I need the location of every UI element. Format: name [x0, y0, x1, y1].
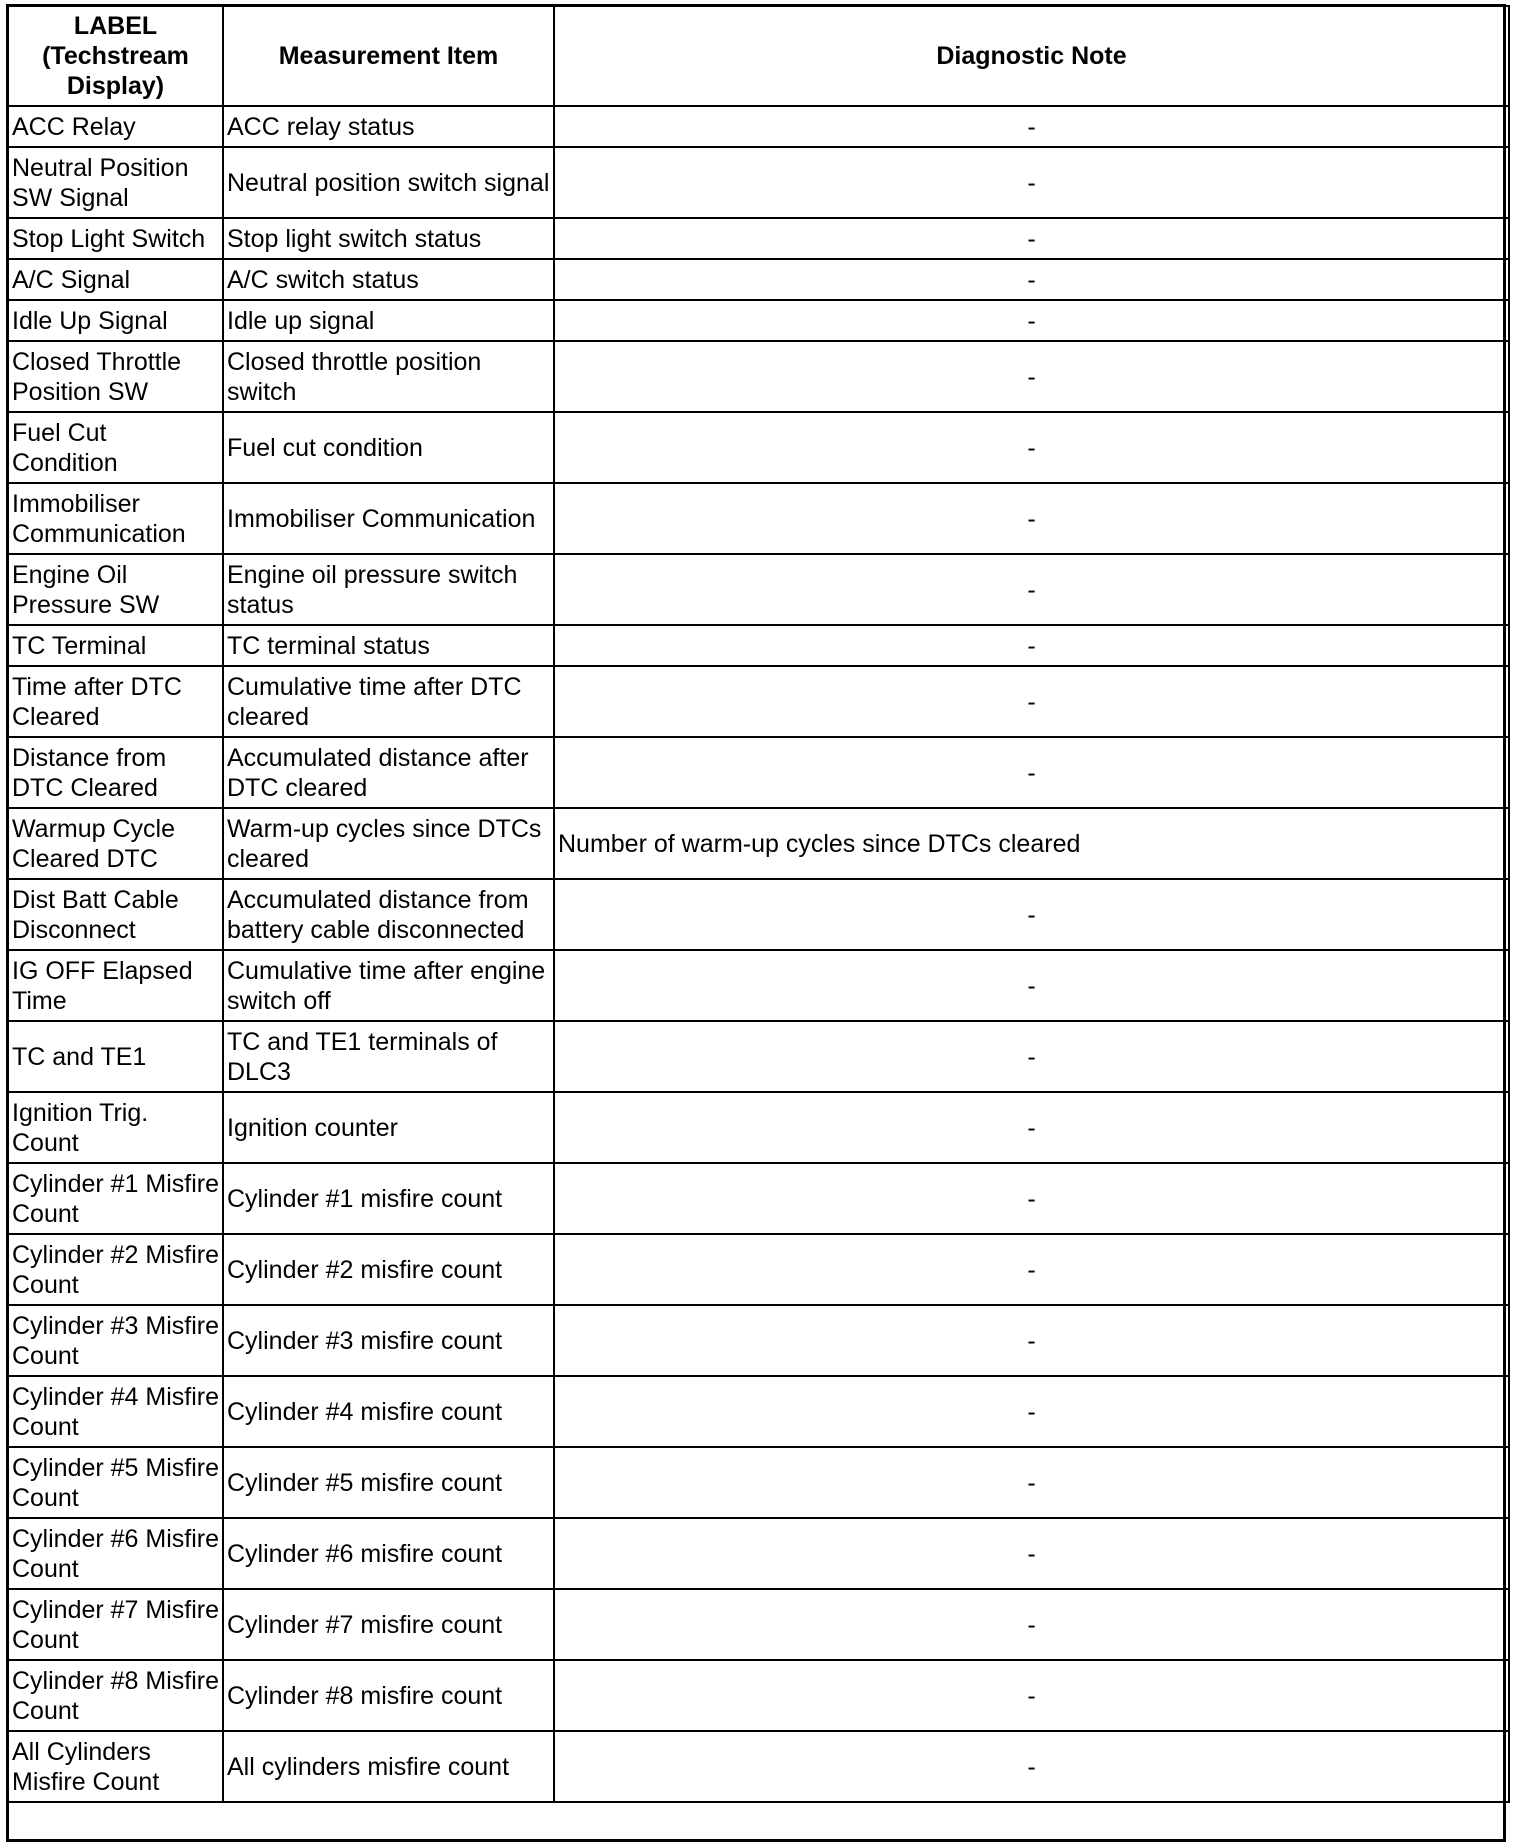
- cell-diagnostic-note: Number of warm-up cycles since DTCs cleared: [554, 808, 1509, 879]
- table-row: [8, 879, 1509, 950]
- table-row: [8, 483, 1509, 554]
- table-row: [8, 1234, 1509, 1305]
- table-row: [8, 554, 1509, 625]
- cell-label: Ignition Trig. Count: [8, 1092, 223, 1163]
- cell-diagnostic-note: -: [554, 1305, 1509, 1376]
- table-row: [8, 666, 1509, 737]
- cell-label: TC Terminal: [8, 625, 223, 666]
- cell-diagnostic-note: -: [554, 1021, 1509, 1092]
- cell-measurement-item: Cylinder #2 misfire count: [223, 1234, 554, 1305]
- cell-label: Neutral Position SW Signal: [8, 147, 223, 218]
- cell-label: Cylinder #6 Misfire Count: [8, 1518, 223, 1589]
- cell-diagnostic-note: -: [554, 879, 1509, 950]
- table-row: [8, 1305, 1509, 1376]
- header-note-text: Diagnostic Note: [936, 42, 1127, 70]
- cell-label: Engine Oil Pressure SW: [8, 554, 223, 625]
- cell-diagnostic-note: -: [554, 300, 1509, 341]
- cell-label: Cylinder #1 Misfire Count: [8, 1163, 223, 1234]
- cell-label: All Cylinders Misfire Count: [8, 1731, 223, 1802]
- header-label-text: LABEL (Techstream Display): [42, 12, 189, 100]
- cell-label: A/C Signal: [8, 259, 223, 300]
- table-row: [8, 1092, 1509, 1163]
- cell-diagnostic-note: -: [554, 1518, 1509, 1589]
- cell-measurement-item: Accumulated distance from battery cable disconnected: [223, 879, 554, 950]
- cell-measurement-item: Cylinder #4 misfire count: [223, 1376, 554, 1447]
- cell-measurement-item: Cylinder #8 misfire count: [223, 1660, 554, 1731]
- cell-label: Cylinder #5 Misfire Count: [8, 1447, 223, 1518]
- cell-measurement-item: Neutral position switch signal: [223, 147, 554, 218]
- table-row: [8, 412, 1509, 483]
- cell-diagnostic-note: -: [554, 1660, 1509, 1731]
- cell-label: TC and TE1: [8, 1021, 223, 1092]
- cell-measurement-item: Closed throttle position switch: [223, 341, 554, 412]
- cell-measurement-item: Ignition counter: [223, 1092, 554, 1163]
- cell-diagnostic-note: -: [554, 412, 1509, 483]
- cell-measurement-item: TC and TE1 terminals of DLC3: [223, 1021, 554, 1092]
- cell-label: Immobiliser Communication: [8, 483, 223, 554]
- cell-label: Fuel Cut Condition: [8, 412, 223, 483]
- cell-measurement-item: Engine oil pressure switch status: [223, 554, 554, 625]
- cell-measurement-item: Cylinder #7 misfire count: [223, 1589, 554, 1660]
- cell-measurement-item: Cumulative time after engine switch off: [223, 950, 554, 1021]
- cell-label: Closed Throttle Position SW: [8, 341, 223, 412]
- header-measurement-text: Measurement Item: [278, 42, 499, 70]
- cell-diagnostic-note: -: [554, 1163, 1509, 1234]
- cell-diagnostic-note: -: [554, 218, 1509, 259]
- cell-label: Idle Up Signal: [8, 300, 223, 341]
- table-row: [8, 1589, 1509, 1660]
- cell-diagnostic-note: -: [554, 1234, 1509, 1305]
- cell-measurement-item: Immobiliser Communication: [223, 483, 554, 554]
- cell-diagnostic-note: -: [554, 1589, 1509, 1660]
- table-row: [8, 1731, 1509, 1802]
- header-diagnostic-note: [554, 6, 1509, 106]
- cell-measurement-item: Idle up signal: [223, 300, 554, 341]
- table-row: [8, 1021, 1509, 1092]
- cell-diagnostic-note: -: [554, 666, 1509, 737]
- cell-measurement-item: Warm-up cycles since DTCs cleared: [223, 808, 554, 879]
- header-label: [8, 6, 223, 106]
- cell-label: Stop Light Switch: [8, 218, 223, 259]
- cell-label: Cylinder #7 Misfire Count: [8, 1589, 223, 1660]
- header-measurement-item: [223, 6, 554, 106]
- table-row: [8, 1376, 1509, 1447]
- table-row: [8, 625, 1509, 666]
- cell-label: Cylinder #8 Misfire Count: [8, 1660, 223, 1731]
- cell-label: Time after DTC Cleared: [8, 666, 223, 737]
- table-row: [8, 147, 1509, 218]
- cell-measurement-item: Stop light switch status: [223, 218, 554, 259]
- cell-label: IG OFF Elapsed Time: [8, 950, 223, 1021]
- cell-label: ACC Relay: [8, 106, 223, 147]
- cell-measurement-item: Cylinder #5 misfire count: [223, 1447, 554, 1518]
- header-row: [8, 6, 1509, 106]
- cell-diagnostic-note: -: [554, 341, 1509, 412]
- cell-measurement-item: Fuel cut condition: [223, 412, 554, 483]
- cell-diagnostic-note: -: [554, 950, 1509, 1021]
- cell-diagnostic-note: -: [554, 737, 1509, 808]
- table-body: [8, 106, 1509, 1802]
- cell-label: Warmup Cycle Cleared DTC: [8, 808, 223, 879]
- table-row: [8, 1660, 1509, 1731]
- cell-label: Cylinder #4 Misfire Count: [8, 1376, 223, 1447]
- table-row: [8, 341, 1509, 412]
- cell-diagnostic-note: -: [554, 483, 1509, 554]
- cell-diagnostic-note: -: [554, 259, 1509, 300]
- cell-label: Distance from DTC Cleared: [8, 737, 223, 808]
- cell-measurement-item: All cylinders misfire count: [223, 1731, 554, 1802]
- cell-diagnostic-note: -: [554, 625, 1509, 666]
- cell-measurement-item: TC terminal status: [223, 625, 554, 666]
- data-list-table: [7, 5, 1510, 1803]
- cell-measurement-item: Cylinder #6 misfire count: [223, 1518, 554, 1589]
- cell-diagnostic-note: -: [554, 1092, 1509, 1163]
- cell-diagnostic-note: -: [554, 554, 1509, 625]
- table-row: [8, 300, 1509, 341]
- cell-measurement-item: Cylinder #1 misfire count: [223, 1163, 554, 1234]
- cell-diagnostic-note: -: [554, 106, 1509, 147]
- cell-diagnostic-note: -: [554, 147, 1509, 218]
- table-row: [8, 106, 1509, 147]
- cell-diagnostic-note: -: [554, 1731, 1509, 1802]
- table-row: [8, 1163, 1509, 1234]
- cell-label: Cylinder #3 Misfire Count: [8, 1305, 223, 1376]
- cell-label: Cylinder #2 Misfire Count: [8, 1234, 223, 1305]
- cell-diagnostic-note: -: [554, 1376, 1509, 1447]
- table-row: [8, 1518, 1509, 1589]
- table-row: [8, 218, 1509, 259]
- cell-measurement-item: ACC relay status: [223, 106, 554, 147]
- table-row: [8, 950, 1509, 1021]
- table-row: [8, 1447, 1509, 1518]
- cell-measurement-item: A/C switch status: [223, 259, 554, 300]
- table-row: [8, 737, 1509, 808]
- table-row: [8, 259, 1509, 300]
- cell-measurement-item: Cumulative time after DTC cleared: [223, 666, 554, 737]
- cell-diagnostic-note: -: [554, 1447, 1509, 1518]
- cell-measurement-item: Accumulated distance after DTC cleared: [223, 737, 554, 808]
- cell-measurement-item: Cylinder #3 misfire count: [223, 1305, 554, 1376]
- cell-label: Dist Batt Cable Disconnect: [8, 879, 223, 950]
- table-row: [8, 808, 1509, 879]
